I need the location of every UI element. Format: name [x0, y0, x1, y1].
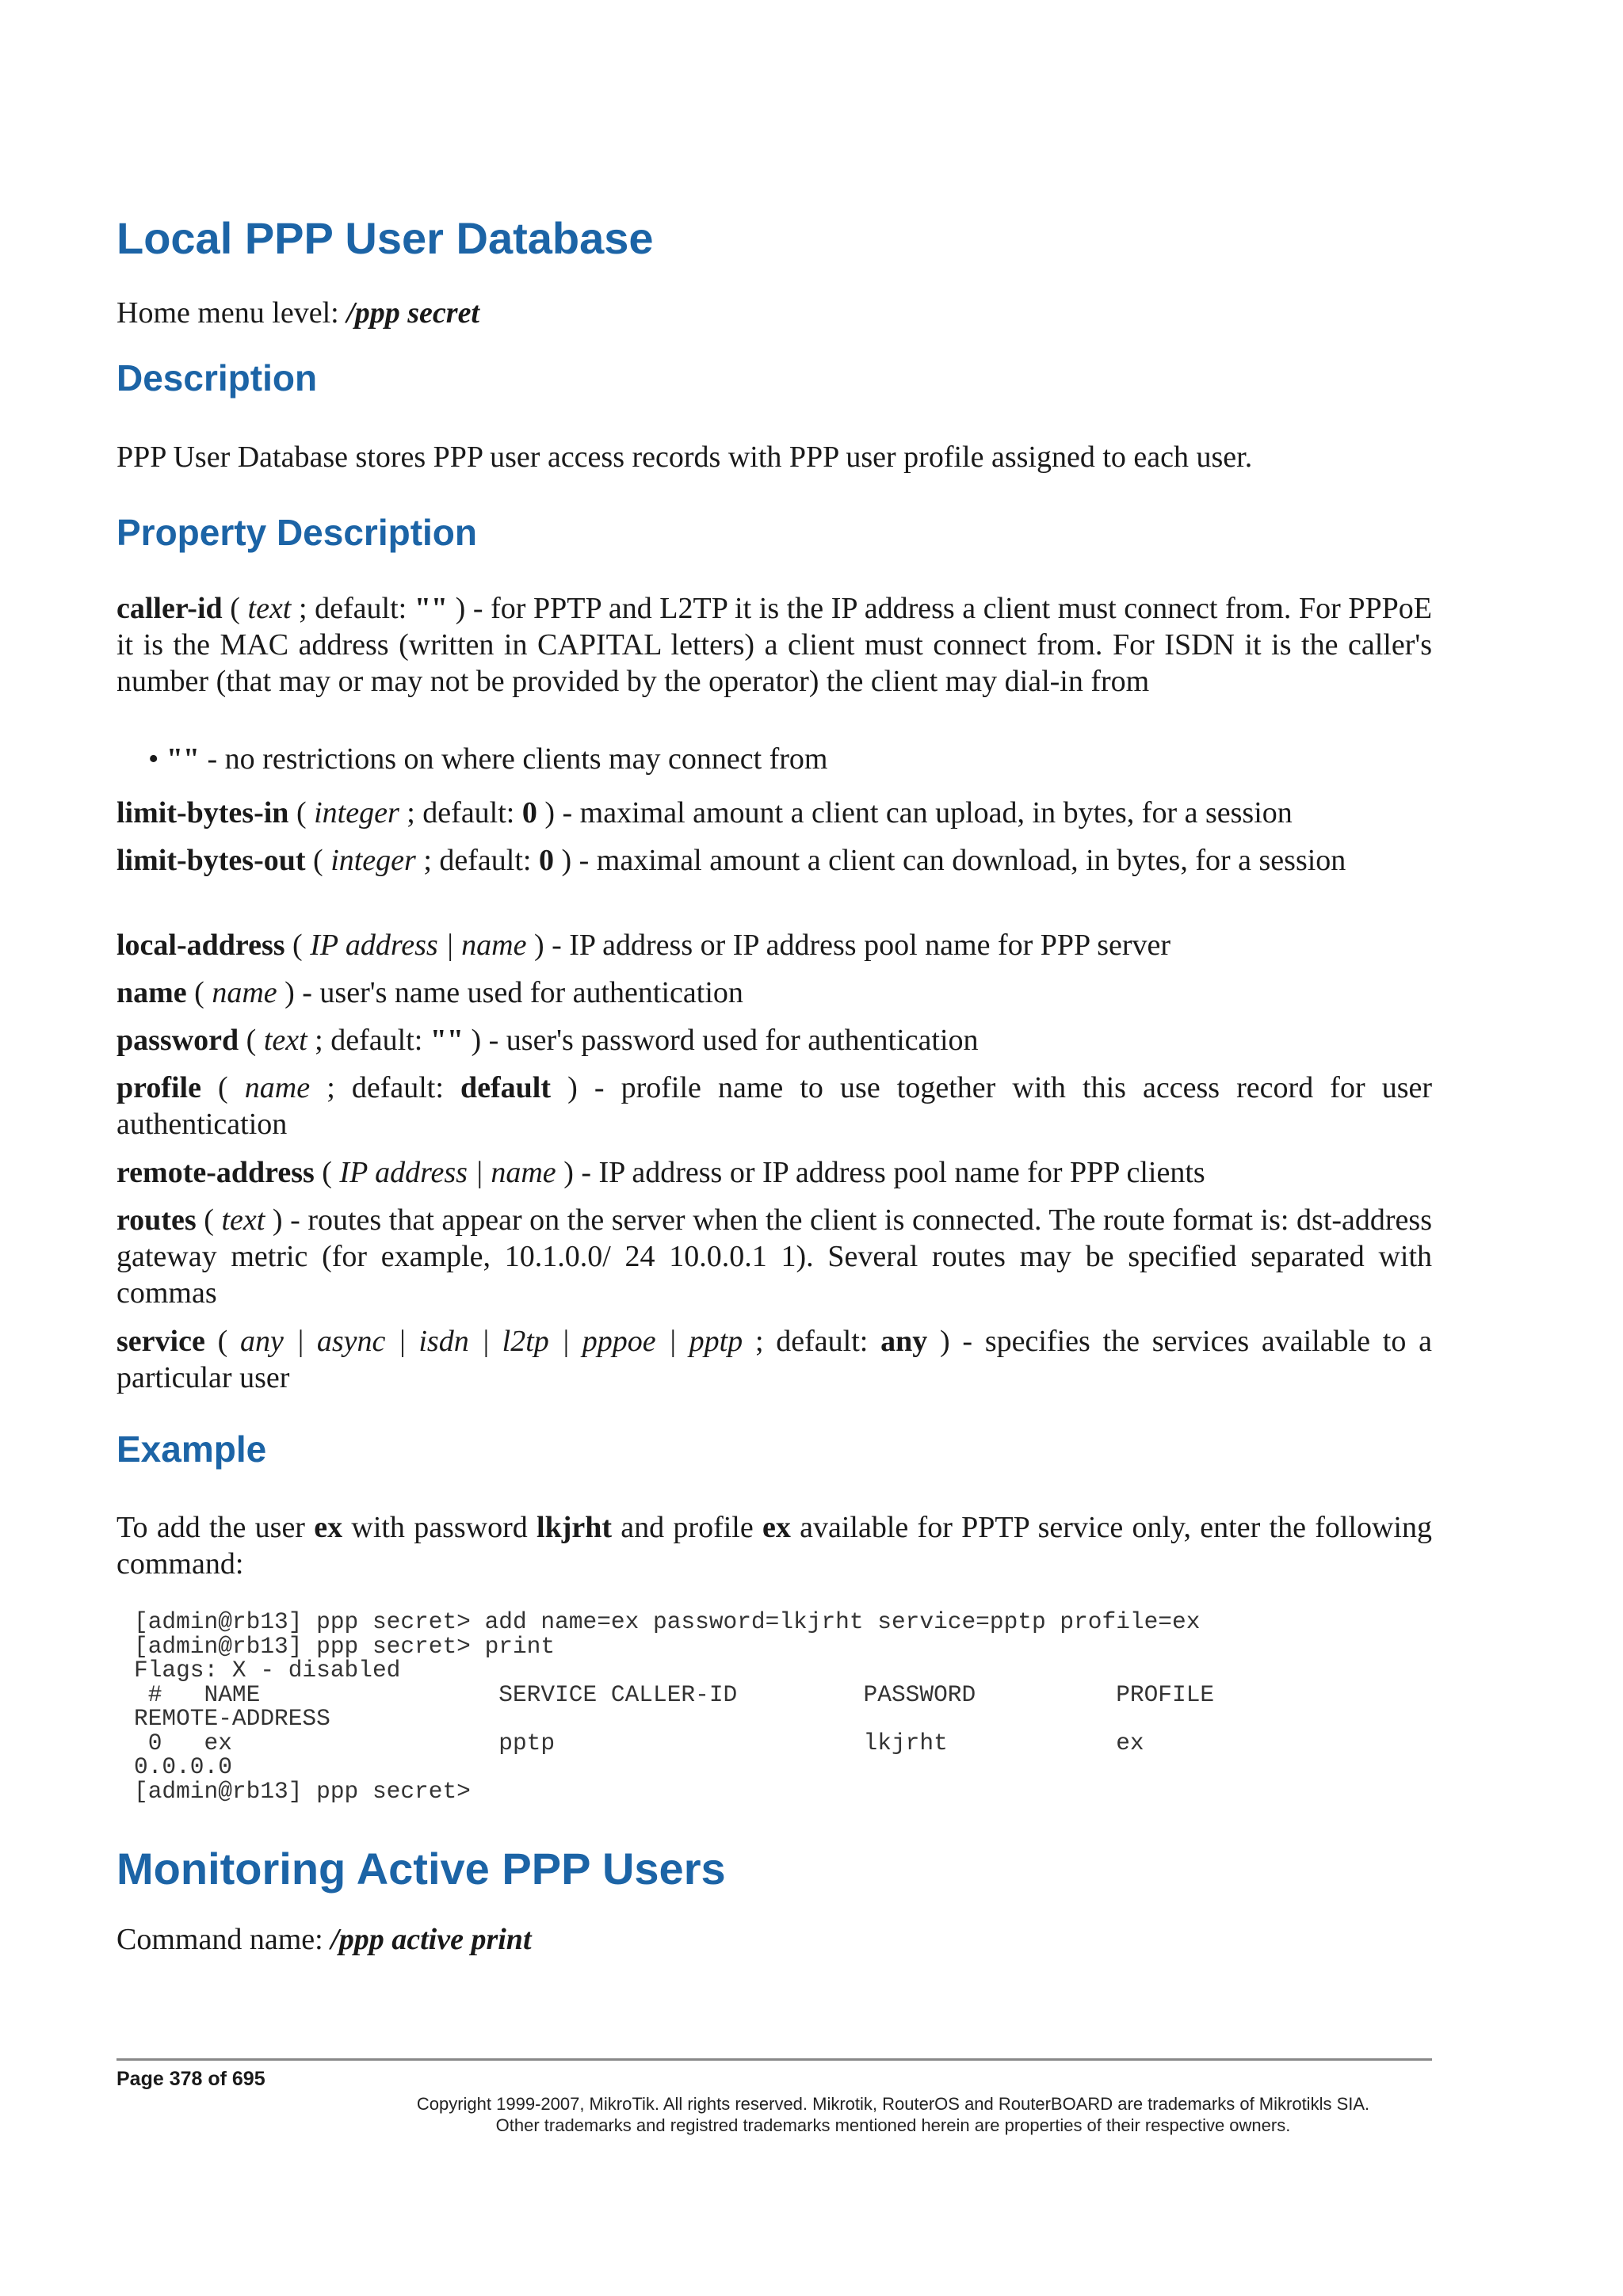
property-default: 0	[538, 844, 554, 877]
property-text: - IP address or IP address pool name for PPP server	[552, 929, 1171, 962]
example-text-part: with password	[342, 1511, 537, 1544]
property-name: name	[116, 976, 187, 1009]
example-text	[116, 1509, 1432, 1582]
caller-id-bullet: • "" - no restrictions on where clients may connect from	[148, 742, 828, 776]
default-label: default:	[439, 844, 532, 877]
bullet-text: - no restrictions on where clients may connect from	[207, 742, 828, 776]
property-name: limit-bytes-out	[116, 844, 306, 877]
default-label: default:	[315, 592, 407, 625]
property-name: password	[116, 1024, 239, 1057]
property-description-heading: Property Description	[116, 512, 477, 553]
property-default: 0	[521, 796, 537, 830]
property-caller-id: caller-id ( text ; default: "" ) - for PPTP and L2TP it is the IP address a client must connect from. For PPPoE it is the MAC address (written in CAPITAL letters) a client must connect from. For ISDN it is the caller's number (that may or may not be provided by the operator) the client may dial-in from	[116, 592, 1432, 698]
monitoring-title: Monitoring Active PPP Users	[116, 1844, 726, 1894]
command-path: /ppp active print	[330, 1923, 532, 1956]
command-label: Command name:	[116, 1923, 331, 1956]
default-label: default:	[330, 1024, 423, 1057]
property-profile: profile ( name ; default: default ) - profile name to use together with this access record for user authentication	[116, 1071, 1432, 1141]
description-heading: Description	[116, 357, 318, 399]
bullet-value: ""	[166, 742, 200, 776]
footer-rule	[116, 2058, 1432, 2061]
property-limit-bytes-in: limit-bytes-in ( integer ; default: 0 ) - maximal amount a client can upload, in bytes, for a session	[116, 796, 1293, 830]
example-user: ex	[314, 1511, 343, 1544]
property-type: integer	[314, 796, 399, 830]
property-type: IP address | name	[339, 1156, 556, 1189]
example-heading: Example	[116, 1428, 267, 1470]
property-local-address: local-address ( IP address | name ) - IP address or IP address pool name for PPP server	[116, 929, 1171, 962]
home-menu-line	[116, 295, 1432, 331]
property-type: name	[212, 976, 277, 1009]
property-name: remote-address	[116, 1156, 315, 1189]
property-default: ""	[430, 1024, 464, 1057]
property-type: text	[221, 1203, 265, 1237]
property-text: - specifies the services available to a particular user	[116, 1325, 1432, 1394]
property-default: any	[880, 1325, 928, 1358]
property-type: any | async | isdn | l2tp | pppoe | pptp	[240, 1325, 743, 1358]
property-name: profile	[116, 1071, 201, 1104]
home-menu-path: /ppp secret	[346, 296, 479, 330]
property-routes: routes ( text ) - routes that appear on the server when the client is connected. The route format is: dst-address gateway metric (for example, 10.1.0.0/ 24 10.0.0.1 1). Several routes may be specified separated with commas	[116, 1203, 1432, 1310]
example-password: lkjrht	[537, 1511, 613, 1544]
property-text: - maximal amount a client can download, in bytes, for a session	[579, 844, 1346, 877]
copyright-line-1: Copyright 1999-2007, MikroTik. All rights reserved. Mikrotik, RouterOS and RouterBOARD are trademarks of Mikrotikls SIA.	[416, 2094, 1370, 2114]
property-service: service ( any | async | isdn | l2tp | pppoe | pptp ; default: any ) - specifies the services available to a particular user	[116, 1325, 1432, 1394]
copyright-line-2: Other trademarks and registred trademarks mentioned herein are properties of their respective owners.	[495, 2115, 1291, 2135]
property-name: service	[116, 1325, 205, 1358]
property-type: integer	[330, 844, 416, 877]
property-type: name	[244, 1071, 311, 1104]
example-code-block: [admin@rb13] ppp secret> add name=ex password=lkjrht service=pptp profile=ex [admin@rb13] ppp secret> print Flags: X - disabled # NAME SERVICE CALLER-ID PASSWORD PROFILE REMOTE-ADDRESS 0 ex pptp lkjrht ex 0.0.0.0 [admin@rb13] ppp secret>	[134, 1608, 1215, 1805]
example-text-part: and profile	[612, 1511, 762, 1544]
property-text: - user's name used for authentication	[302, 976, 743, 1009]
home-menu-label: Home menu level:	[116, 296, 347, 330]
property-text: - for PPTP and L2TP it is the IP address a client must connect from. For PPPoE it is the MAC address (written in CAPITAL letters) a client must connect from. For ISDN it is the caller's number (that may or may not be provided by the operator) the client may dial-in from	[116, 592, 1432, 698]
property-name: caller-id	[116, 592, 223, 625]
property-text: - maximal amount a client can upload, in bytes, for a session	[562, 796, 1293, 830]
command-name-line	[116, 1921, 1432, 1958]
default-label: default:	[776, 1325, 869, 1358]
property-password: password ( text ; default: "" ) - user's password used for authentication	[116, 1024, 979, 1057]
property-default: ""	[414, 592, 449, 625]
property-type: text	[247, 592, 292, 625]
property-remote-address: remote-address ( IP address | name ) - IP address or IP address pool name for PPP clients	[116, 1156, 1205, 1189]
property-limit-bytes-out: limit-bytes-out ( integer ; default: 0 ) - maximal amount a client can download, in bytes, for a session	[116, 844, 1346, 877]
property-name: limit-bytes-in	[116, 796, 289, 830]
default-label: default:	[422, 796, 515, 830]
default-label: default:	[351, 1071, 444, 1104]
page-number: Page 378 of 695	[116, 2068, 265, 2090]
page-title: Local PPP User Database	[116, 213, 654, 263]
property-name: local-address	[116, 929, 285, 962]
property-type: text	[263, 1024, 307, 1057]
property-type: IP address | name	[310, 929, 527, 962]
property-name-field: name ( name ) - user's name used for authentication	[116, 976, 743, 1009]
property-default: default	[460, 1071, 552, 1104]
property-name: routes	[116, 1203, 197, 1237]
property-text: - profile name to use together with this access record for user authentication	[116, 1071, 1432, 1141]
description-text: PPP User Database stores PPP user access records with PPP user profile assigned to each user.	[116, 441, 1253, 474]
example-profile: ex	[762, 1511, 791, 1544]
example-text-part: To add the user	[116, 1511, 315, 1544]
example-text-part: available for PPTP service only, enter the following command:	[116, 1511, 1432, 1581]
property-text: - routes that appear on the server when the client is connected. The route format is: dst-address gateway metric (for example, 10.1.0.0/ 24 10.0.0.1 1). Several routes may be specified separated with commas	[116, 1203, 1432, 1310]
property-text: - IP address or IP address pool name for PPP clients	[581, 1156, 1205, 1189]
property-text: - user's password used for authentication	[488, 1024, 979, 1057]
